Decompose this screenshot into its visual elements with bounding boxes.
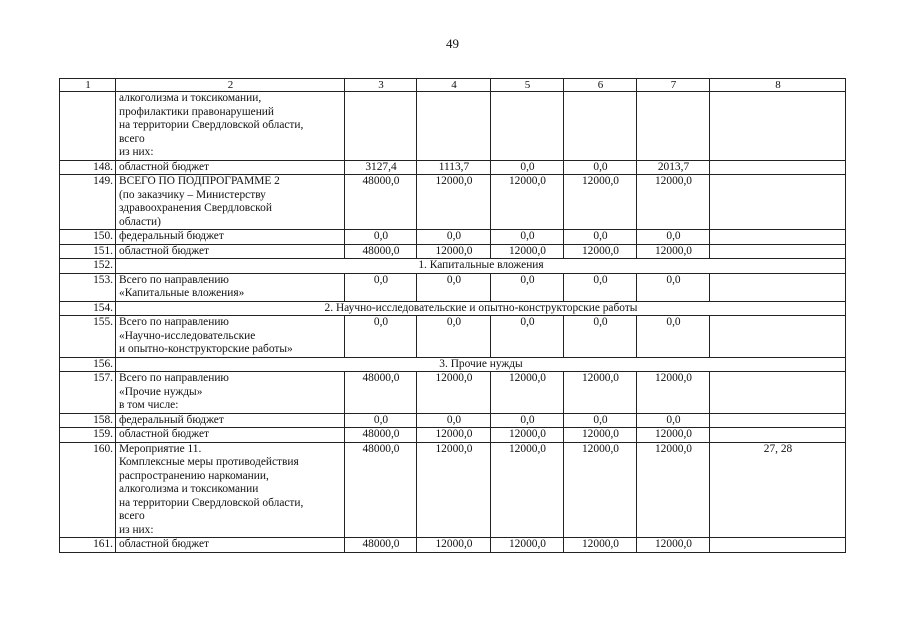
target-reference xyxy=(710,428,846,443)
value-cell xyxy=(637,92,710,161)
description-line: области) xyxy=(119,215,161,228)
value-cell: 48000,0 xyxy=(345,244,417,259)
table-row xyxy=(60,428,846,443)
description-line: алкоголизма и токсикомании, xyxy=(119,92,262,104)
value-cell: 0,0 xyxy=(564,160,637,175)
table-row xyxy=(60,160,846,175)
column-header: 2 xyxy=(116,79,345,92)
value-cell: 0,0 xyxy=(417,273,491,301)
description-line: на территории Свердловской области, xyxy=(119,496,304,509)
row-number: 152. xyxy=(60,259,116,274)
description-line: Мероприятие 11. xyxy=(119,442,202,455)
row-number: 155. xyxy=(60,316,116,358)
value-cell: 0,0 xyxy=(491,413,564,428)
value-cell: 12000,0 xyxy=(491,538,564,553)
value-cell: 12000,0 xyxy=(491,428,564,443)
value-cell: 48000,0 xyxy=(345,538,417,553)
value-cell: 12000,0 xyxy=(564,442,637,538)
column-header: 5 xyxy=(491,79,564,92)
target-reference xyxy=(710,160,846,175)
value-cell: 12000,0 xyxy=(417,538,491,553)
description-line: профилактики правонарушений xyxy=(119,105,274,118)
table-row xyxy=(60,230,846,245)
row-number xyxy=(60,92,116,161)
table-row xyxy=(60,316,846,358)
description-line: Всего по направлению xyxy=(119,273,229,286)
row-description xyxy=(116,372,345,414)
row-number: 154. xyxy=(60,301,116,316)
target-reference xyxy=(710,244,846,259)
value-cell: 12000,0 xyxy=(564,428,637,443)
section-row xyxy=(60,357,846,372)
value-cell: 0,0 xyxy=(491,273,564,301)
value-cell: 1113,7 xyxy=(417,160,491,175)
target-reference xyxy=(710,230,846,245)
value-cell: 12000,0 xyxy=(417,442,491,538)
description-line: из них: xyxy=(119,523,154,536)
row-description xyxy=(116,316,345,358)
description-line: «Научно-исследовательские xyxy=(119,329,256,342)
row-description xyxy=(116,538,345,553)
column-header: 6 xyxy=(564,79,637,92)
value-cell: 12000,0 xyxy=(637,428,710,443)
row-number: 159. xyxy=(60,428,116,443)
value-cell: 0,0 xyxy=(345,413,417,428)
table-row xyxy=(60,175,846,230)
value-cell: 48000,0 xyxy=(345,175,417,230)
page-number: 49 xyxy=(446,36,459,51)
value-cell: 0,0 xyxy=(637,273,710,301)
row-number: 151. xyxy=(60,244,116,259)
value-cell: 12000,0 xyxy=(637,175,710,230)
value-cell: 0,0 xyxy=(491,160,564,175)
table-row xyxy=(60,273,846,301)
column-header: 7 xyxy=(637,79,710,92)
row-number: 157. xyxy=(60,372,116,414)
section-title: 1. Капитальные вложения xyxy=(116,259,846,274)
value-cell: 3127,4 xyxy=(345,160,417,175)
table-row xyxy=(60,372,846,414)
row-description xyxy=(116,175,345,230)
description-line: федеральный бюджет xyxy=(119,230,224,242)
value-cell: 12000,0 xyxy=(491,372,564,414)
target-reference xyxy=(710,413,846,428)
description-line: областной бюджет xyxy=(119,160,209,173)
value-cell: 12000,0 xyxy=(417,428,491,443)
table-row xyxy=(60,244,846,259)
description-line: здравоохранения Свердловской xyxy=(119,202,272,214)
target-reference xyxy=(710,92,846,161)
row-description xyxy=(116,428,345,443)
row-description xyxy=(116,273,345,301)
description-line: и опытно-конструкторские работы» xyxy=(119,343,293,355)
description-line: (по заказчику – Министерству xyxy=(119,188,266,201)
row-description xyxy=(116,92,345,161)
value-cell: 0,0 xyxy=(417,316,491,358)
value-cell: 12000,0 xyxy=(491,244,564,259)
table-row xyxy=(60,413,846,428)
value-cell: 0,0 xyxy=(491,230,564,245)
value-cell: 12000,0 xyxy=(564,538,637,553)
description-line: распространению наркомании, xyxy=(119,469,269,482)
value-cell: 48000,0 xyxy=(345,442,417,538)
description-line: федеральный бюджет xyxy=(119,413,224,426)
row-description xyxy=(116,160,345,175)
description-line: в том числе: xyxy=(119,399,179,411)
value-cell: 12000,0 xyxy=(491,442,564,538)
value-cell: 2013,7 xyxy=(637,160,710,175)
description-line: Всего по направлению xyxy=(119,316,229,328)
table-row xyxy=(60,442,846,538)
section-title: 2. Научно-исследовательские и опытно-конструкторские работы xyxy=(116,301,846,316)
value-cell: 12000,0 xyxy=(564,175,637,230)
description-line: из них: xyxy=(119,146,154,158)
description-line: Всего по направлению xyxy=(119,372,229,384)
row-number: 158. xyxy=(60,413,116,428)
value-cell: 0,0 xyxy=(417,413,491,428)
value-cell: 0,0 xyxy=(637,230,710,245)
row-number: 149. xyxy=(60,175,116,230)
target-reference xyxy=(710,175,846,230)
value-cell: 48000,0 xyxy=(345,428,417,443)
row-description xyxy=(116,230,345,245)
target-reference xyxy=(710,372,846,414)
target-reference xyxy=(710,538,846,553)
value-cell xyxy=(564,92,637,161)
description-line: всего xyxy=(119,132,145,145)
value-cell: 12000,0 xyxy=(637,538,710,553)
value-cell: 0,0 xyxy=(564,316,637,358)
value-cell: 12000,0 xyxy=(637,372,710,414)
description-line: на территории Свердловской области, xyxy=(119,119,304,131)
value-cell: 0,0 xyxy=(491,316,564,358)
value-cell: 12000,0 xyxy=(637,244,710,259)
description-line: областной бюджет xyxy=(119,538,209,550)
table-row xyxy=(60,92,846,161)
column-header: 8 xyxy=(710,79,846,92)
row-number: 148. xyxy=(60,160,116,175)
value-cell: 0,0 xyxy=(564,230,637,245)
description-line: «Капитальные вложения» xyxy=(119,287,245,299)
description-line: областной бюджет xyxy=(119,428,209,440)
value-cell xyxy=(491,92,564,161)
value-cell: 12000,0 xyxy=(417,175,491,230)
description-line: ВСЕГО ПО ПОДПРОГРАММЕ 2 xyxy=(119,175,280,187)
value-cell: 0,0 xyxy=(637,316,710,358)
row-number: 161. xyxy=(60,538,116,553)
row-description xyxy=(116,413,345,428)
section-title: 3. Прочие нужды xyxy=(116,357,846,372)
value-cell: 0,0 xyxy=(417,230,491,245)
column-header: 1 xyxy=(60,79,116,92)
table-row xyxy=(60,538,846,553)
value-cell: 0,0 xyxy=(345,316,417,358)
value-cell: 12000,0 xyxy=(491,175,564,230)
value-cell: 0,0 xyxy=(564,413,637,428)
value-cell: 12000,0 xyxy=(417,244,491,259)
value-cell: 0,0 xyxy=(345,230,417,245)
budget-table xyxy=(59,78,846,553)
value-cell: 12000,0 xyxy=(637,442,710,538)
value-cell: 0,0 xyxy=(637,413,710,428)
description-line: Комплексные меры противодействия xyxy=(119,456,299,468)
value-cell xyxy=(345,92,417,161)
row-number: 160. xyxy=(60,442,116,538)
description-line: всего xyxy=(119,510,145,522)
description-line: алкоголизма и токсикомании xyxy=(119,483,259,495)
row-description xyxy=(116,442,345,538)
column-header-row xyxy=(60,79,846,92)
section-row xyxy=(60,259,846,274)
value-cell: 12000,0 xyxy=(417,372,491,414)
table-body xyxy=(60,79,846,553)
row-description xyxy=(116,244,345,259)
description-line: «Прочие нужды» xyxy=(119,385,203,398)
value-cell: 0,0 xyxy=(564,273,637,301)
value-cell xyxy=(417,92,491,161)
value-cell: 12000,0 xyxy=(564,244,637,259)
value-cell: 48000,0 xyxy=(345,372,417,414)
description-line: областной бюджет xyxy=(119,244,209,257)
row-number: 153. xyxy=(60,273,116,301)
row-number: 150. xyxy=(60,230,116,245)
column-header: 4 xyxy=(417,79,491,92)
value-cell: 12000,0 xyxy=(564,372,637,414)
row-number: 156. xyxy=(60,357,116,372)
value-cell: 0,0 xyxy=(345,273,417,301)
column-header: 3 xyxy=(345,79,417,92)
target-reference: 27, 28 xyxy=(710,442,846,538)
target-reference xyxy=(710,273,846,301)
target-reference xyxy=(710,316,846,358)
section-row xyxy=(60,301,846,316)
